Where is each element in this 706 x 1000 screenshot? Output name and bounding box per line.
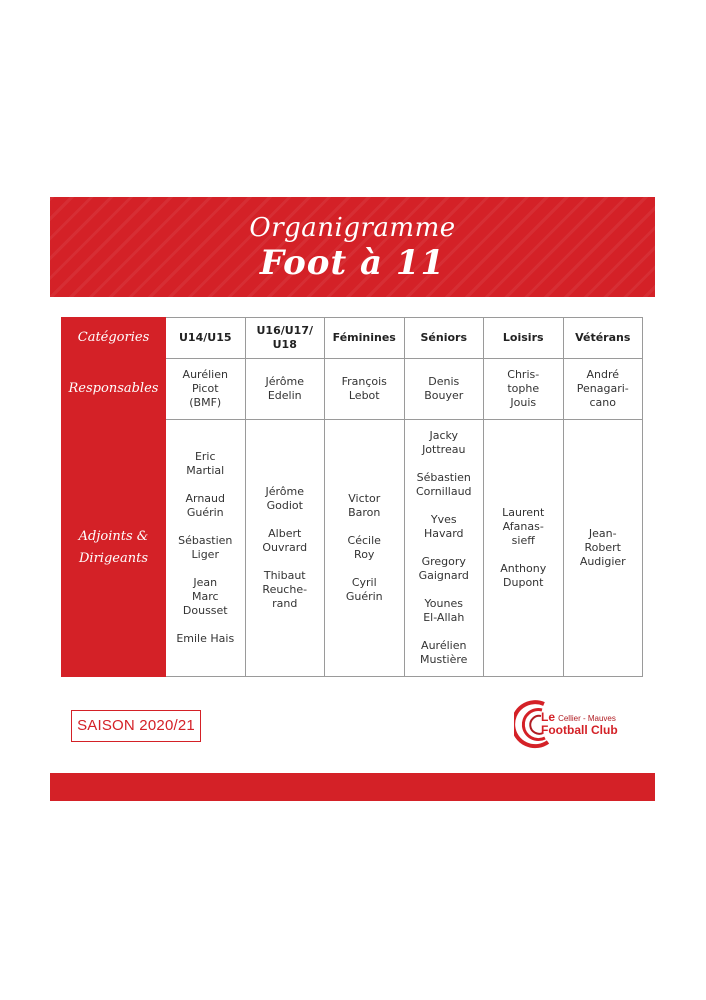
responsable-cell: François Lebot — [325, 359, 405, 420]
person-name: Jérôme Godiot — [265, 485, 304, 512]
row-header-adjoints-label: Adjoints & Dirigeants — [78, 529, 149, 566]
person-name: Cyril Guérin — [345, 576, 383, 603]
person-name: Anthony Dupont — [500, 562, 547, 589]
organization-table — [61, 317, 643, 677]
person-name: Sébastien Liger — [178, 534, 233, 561]
responsable-cell: Chris- tophe Jouis — [484, 359, 564, 420]
club-logo — [514, 698, 649, 750]
column-header: Séniors — [404, 318, 484, 359]
adjoints-cell — [563, 420, 643, 677]
person-name: Younes El-Allah — [423, 597, 465, 624]
title-banner — [50, 197, 655, 297]
person-name: Sébastien Cornillaud — [415, 471, 472, 498]
adjoints-cell — [245, 420, 325, 677]
title-line-2: Foot à 11 — [259, 243, 446, 283]
row-header-adjoints — [62, 420, 166, 677]
responsable-cell: Denis Bouyer — [404, 359, 484, 420]
person-name: Cécile Roy — [347, 534, 381, 561]
column-header: U16/U17/ U18 — [245, 318, 325, 359]
person-name: Eric Martial — [186, 450, 225, 477]
adjoints-cell — [166, 420, 246, 677]
title-line-1: Organigramme — [249, 213, 456, 243]
person-name: Albert Ouvrard — [262, 527, 308, 554]
club-name-town: Cellier - Mauves — [558, 714, 616, 723]
responsables-row — [62, 359, 643, 420]
responsable-cell: André Penagari- cano — [563, 359, 643, 420]
column-header: Vétérans — [563, 318, 643, 359]
season-badge: SAISON 2020/21 — [71, 710, 201, 742]
adjoints-cell — [484, 420, 564, 677]
column-header: Loisirs — [484, 318, 564, 359]
footer-bar — [50, 773, 655, 801]
column-header: U14/U15 — [166, 318, 246, 359]
person-name: Thibaut Reuche- rand — [262, 569, 308, 610]
person-name: Yves Havard — [423, 513, 464, 540]
row-header-responsables: Responsables — [62, 359, 166, 420]
person-name: Jacky Jottreau — [422, 429, 466, 456]
responsable-cell: Aurélien Picot (BMF) — [166, 359, 246, 420]
person-name: Aurélien Mustière — [420, 639, 468, 666]
responsable-cell: Jérôme Edelin — [245, 359, 325, 420]
person-name: Emile Hais — [176, 632, 235, 645]
adjoints-cell — [404, 420, 484, 677]
person-name: Victor Baron — [348, 492, 381, 519]
person-name: Laurent Afanas- sieff — [502, 506, 545, 547]
club-name-football-club: Football Club — [541, 723, 618, 737]
adjoints-row — [62, 420, 643, 677]
club-name-top — [541, 710, 616, 724]
person-name: Gregory Gaignard — [418, 555, 469, 582]
header-row — [62, 318, 643, 359]
column-header: Féminines — [325, 318, 405, 359]
club-name-le: Le — [541, 710, 556, 724]
person-name: Arnaud Guérin — [185, 492, 226, 519]
row-header-categories: Catégories — [62, 318, 166, 359]
adjoints-cell — [325, 420, 405, 677]
person-name: Jean Marc Dousset — [182, 576, 228, 617]
person-name: Jean- Robert Audigier — [579, 527, 626, 568]
